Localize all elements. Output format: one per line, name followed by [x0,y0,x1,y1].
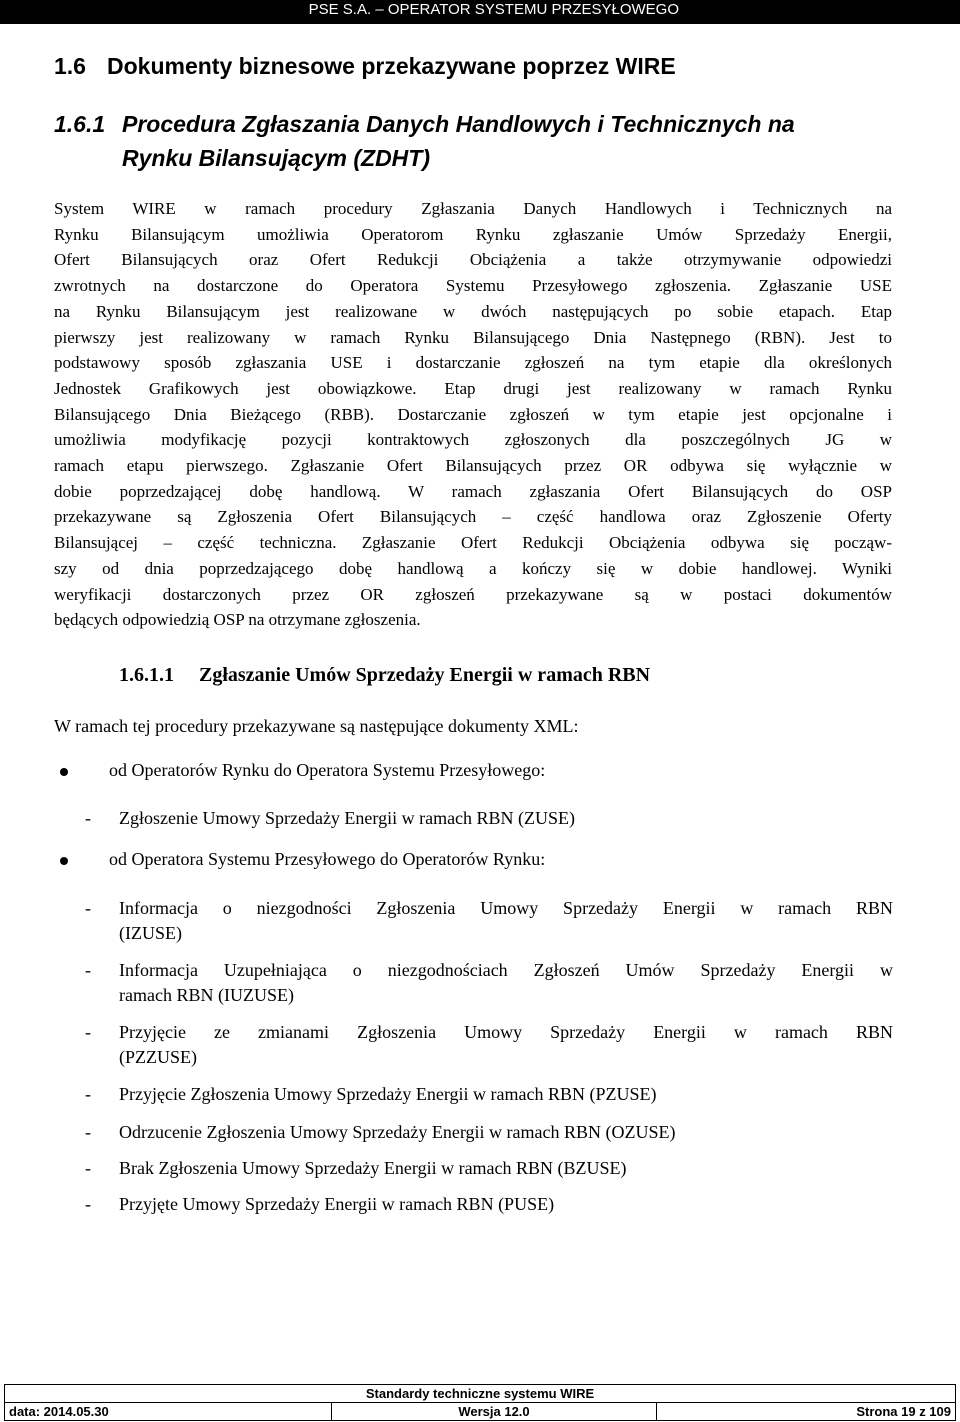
bullet-item [54,760,545,781]
list-item-text: ramach RBN (IUZUSE) [119,985,294,1005]
list-item [85,896,893,946]
footer-version: Wersja 12.0 [332,1403,657,1420]
list-item [85,958,893,1008]
paragraph-line: Ofert Bilansujących oraz Ofert Redukcji Obciążenia a także otrzymywanie odpowiedzi [54,250,892,270]
list-item [85,806,893,831]
body-paragraph [54,196,892,633]
paragraph-line: System WIRE w ramach procedury Zgłaszania Danych Handlowych i Technicznych na [54,199,892,218]
section-number: 1.6 [54,53,86,79]
paragraph-line: zwrotnych na dostarczone do Operatora Systemu Przesyłowego zgłoszenia. Zgłaszanie USE [54,276,892,296]
subsubsection-heading [119,664,650,687]
paragraph-line: weryfikacji dostarczonych przez OR zgłoszeń przekazywane są w postaci dokumentów [54,584,892,604]
dash-marker: - [85,1194,91,1214]
page-header [0,0,960,24]
footer-info-row [4,1402,956,1421]
list-item [85,1020,893,1070]
subsection-number: 1.6.1 [54,111,106,137]
dash-marker: - [85,1022,91,1042]
paragraph-line: będących odpowiedzią OSP na otrzymane zgłoszenia. [54,610,421,630]
list-item-text: (PZZUSE) [119,1047,197,1067]
paragraph-line: umożliwia modyfikację pozycji kontraktowych zgłoszonych dla poszczególnych JG w [54,430,892,450]
paragraph-line: ramach etapu pierwszego. Zgłaszanie Ofert Bilansujących przez OR odbywa się wyłącznie w [54,456,892,476]
paragraph-line: Rynku Bilansującym umożliwia Operatorom Rynku zgłaszanie Umów Sprzedaży Energii, [54,224,892,244]
list-item-text: Przyjęcie ze zmianami Zgłoszenia Umowy Sprzedaży Energii w ramach RBN [119,1022,893,1042]
header-title: PSE S.A. – OPERATOR SYSTEMU PRZESYŁOWEGO [308,1,679,18]
dash-marker: - [85,1122,91,1142]
page-footer [4,1384,956,1420]
paragraph-line: na Rynku Bilansującym jest realizowane w dwóch następujących po sobie etapach. Etap [54,301,892,321]
paragraph-line: szy od dnia poprzedzającego dobę handlową a kończy się w dobie handlowej. Wyniki [54,558,892,578]
subsection-title-line1: Procedura Zgłaszania Danych Handlowych i Technicznych na [122,111,795,137]
intro-text: W ramach tej procedury przekazywane są następujące dokumenty XML: [54,716,579,736]
list-item [85,1156,893,1181]
dash-marker: - [85,960,91,980]
footer-date: data: 2014.05.30 [5,1403,332,1420]
subsection-title-line2: Rynku Bilansującym (ZDHT) [122,145,430,171]
list-item-text: Informacja Uzupełniająca o niezgodnościach Zgłoszeń Umów Sprzedaży Energii w [119,960,893,980]
paragraph-line: dobie poprzedzającej dobę handlową. W ramach zgłaszania Ofert Bilansujących do OSP [54,481,892,501]
subsection-heading [54,107,914,175]
footer-title: Standardy techniczne systemu WIRE [4,1384,956,1402]
bullet-label: od Operatorów Rynku do Operatora Systemu Przesyłowego: [109,760,546,780]
dash-marker: - [85,1158,91,1178]
section-title: Dokumenty biznesowe przekazywane poprzez WIRE [107,53,676,79]
list-item-text: Przyjęcie Zgłoszenia Umowy Sprzedaży Energii w ramach RBN (PZUSE) [119,1084,657,1104]
dash-marker: - [85,808,91,828]
list-item [85,1120,893,1145]
list-item-text: (IZUSE) [119,923,182,943]
list-item-text: Odrzucenie Zgłoszenia Umowy Sprzedaży Energii w ramach RBN (OZUSE) [119,1122,676,1142]
list-item-text: Brak Zgłoszenia Umowy Sprzedaży Energii w ramach RBN (BZUSE) [119,1158,627,1178]
list-item [85,1192,893,1217]
dash-marker: - [85,1084,91,1104]
list-item-text: Zgłoszenie Umowy Sprzedaży Energii w ramach RBN (ZUSE) [119,808,576,828]
subsubsection-number: 1.6.1.1 [119,664,174,686]
paragraph-line: pierwszy jest realizowany w ramach Rynku Bilansującego Dnia Następnego (RBN). Jest to [54,327,892,347]
footer-page-number: Strona 19 z 109 [856,1404,951,1419]
section-heading [54,53,676,80]
bullet-item [54,849,545,870]
bullet-icon [60,768,68,776]
bullet-label: od Operatora Systemu Przesyłowego do Operatorów Rynku: [109,849,546,869]
subsubsection-title: Zgłaszanie Umów Sprzedaży Energii w ramach RBN [199,664,651,686]
paragraph-line: podstawowy sposób zgłaszania USE i dostarczanie zgłoszeń na tym etapie dla określonych [54,353,892,373]
bullet-icon [60,857,68,865]
list-item-text: Informacja o niezgodności Zgłoszenia Umowy Sprzedaży Energii w ramach RBN [119,898,893,918]
paragraph-line: przekazywane są Zgłoszenia Ofert Bilansujących – część handlowa oraz Zgłoszenie Oferty [54,507,892,527]
dash-marker: - [85,898,91,918]
paragraph-line: Bilansującej – część techniczna. Zgłaszanie Ofert Redukcji Obciążenia odbywa się począw- [54,533,892,553]
paragraph-line: Jednostek Grafikowych jest obowiązkowe. Etap drugi jest realizowany w ramach Rynku [54,378,892,398]
paragraph-line: Bilansującego Dnia Bieżącego (RBB). Dostarczanie zgłoszeń w tym etapie jest opcjonalne i [54,404,892,424]
list-item-text: Przyjęte Umowy Sprzedaży Energii w ramach RBN (PUSE) [119,1194,555,1214]
list-item [85,1082,893,1107]
